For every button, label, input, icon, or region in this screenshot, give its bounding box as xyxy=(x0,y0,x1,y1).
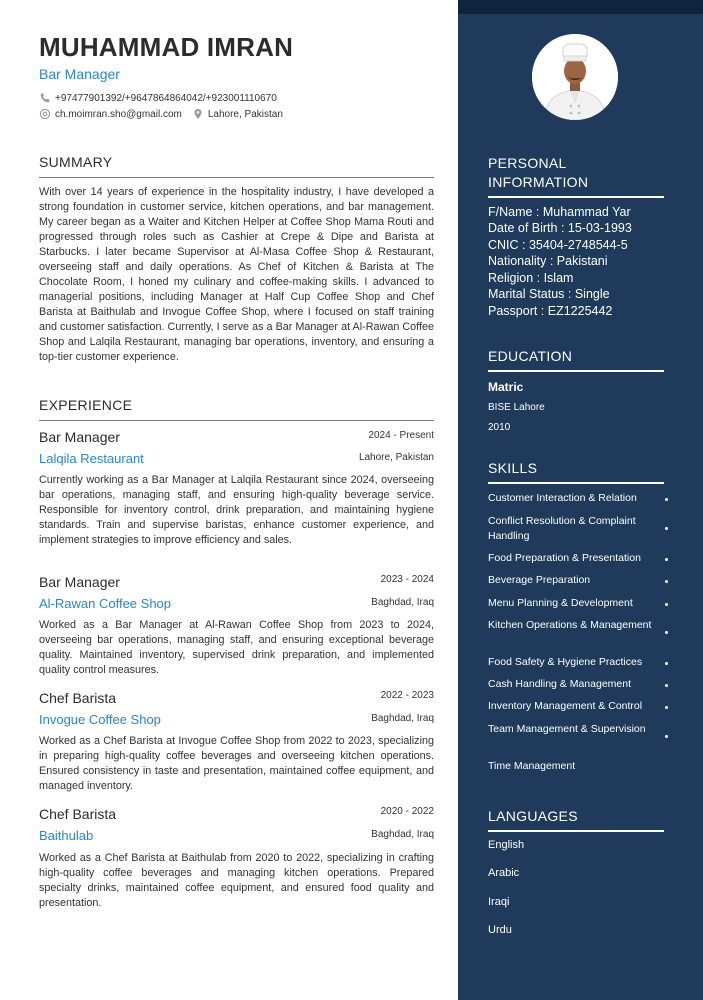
skill-bullet xyxy=(665,735,668,738)
candidate-role: Bar Manager xyxy=(39,66,120,82)
job-company: Invogue Coffee Shop xyxy=(39,712,161,727)
education-heading: EDUCATION xyxy=(488,348,573,364)
candidate-name: MUHAMMAD IMRAN xyxy=(39,32,294,62)
location-pin-icon xyxy=(192,108,204,120)
languages-divider xyxy=(488,830,664,832)
skill-item: Team Management & Supervision xyxy=(488,723,646,735)
personal-info-line: Marital Status : Single xyxy=(488,287,610,301)
phone-icon xyxy=(39,92,51,104)
chef-avatar-icon xyxy=(532,34,618,120)
summary-divider xyxy=(39,177,434,178)
job-date: 2022 - 2023 xyxy=(380,690,434,701)
personal-info-line: Religion : Islam xyxy=(488,271,574,285)
job-company: Baithulab xyxy=(39,828,94,843)
at-icon xyxy=(39,108,51,120)
job-description: Currently working as a Bar Manager at Lalqila Restaurant since 2024, overseeing bar operations, managing staff, and ensuring high-quality beverage service. Responsible for inventory control, drink preparation, and maintaining hygiene standards. Train and supervise baristas, enhance customer experience, and implement strategies to improve efficiency and sales. xyxy=(39,474,434,546)
education-degree: Matric xyxy=(488,380,524,394)
job-description: Worked as a Bar Manager at Al-Rawan Coffee Shop from 2023 to 2024, overseeing bar operations, managing staff, and ensuring exceptional beverage quality. Maintained inventory, supervised drink preparation, and implemented quality control measures. xyxy=(39,619,434,676)
location-text: Lahore, Pakistan xyxy=(207,108,283,120)
skill-item: Food Preparation & Presentation xyxy=(488,552,641,564)
profile-photo xyxy=(532,34,618,120)
job-company: Lalqila Restaurant xyxy=(39,451,144,466)
job-title: Chef Barista xyxy=(39,806,117,822)
skill-item: Menu Planning & Development xyxy=(488,597,633,609)
skill-bullet xyxy=(665,603,668,606)
skill-item: Customer Interaction & Relation xyxy=(488,492,637,504)
experience-heading: EXPERIENCE xyxy=(39,397,133,413)
job-location: Lahore, Pakistan xyxy=(358,452,434,463)
personal-info-heading-line2: INFORMATION xyxy=(488,174,589,190)
job-description: Worked as a Chef Barista at Invogue Coffee Shop from 2022 to 2023, specializing in preparing high-quality coffee beverages and overseeing kitchen operations. Ensured consistency in taste and presentation, maintained coffee equipment, and managed inventory. xyxy=(39,735,434,792)
job-date: 2020 - 2022 xyxy=(380,806,434,817)
skill-bullet xyxy=(665,662,668,665)
skill-bullet xyxy=(665,706,668,709)
personal-info-line: CNIC : 35404-2748544-5 xyxy=(488,238,628,252)
job-title: Bar Manager xyxy=(39,429,120,445)
skill-bullet xyxy=(665,498,668,501)
email-location-line xyxy=(39,108,283,120)
language-item: Urdu xyxy=(488,924,512,936)
skill-item: Food Safety & Hygiene Practices xyxy=(488,656,643,668)
skill-item: Conflict Resolution & Complaint Handling xyxy=(488,515,636,542)
job-date: 2023 - 2024 xyxy=(380,574,434,585)
phone-numbers: +97477901392/+9647864864042/+923001110670 xyxy=(55,92,277,104)
skill-item: Cash Handling & Management xyxy=(488,678,632,690)
education-divider xyxy=(488,370,664,372)
job-title: Bar Manager xyxy=(39,574,120,590)
phone-line xyxy=(39,92,277,104)
personal-info-divider xyxy=(488,196,664,198)
languages-heading: LANGUAGES xyxy=(488,808,578,824)
skill-item: Beverage Preparation xyxy=(488,574,591,586)
skill-bullet xyxy=(665,527,668,530)
skill-item: Kitchen Operations & Management xyxy=(488,619,652,631)
job-company: Al-Rawan Coffee Shop xyxy=(39,596,172,611)
education-board: BISE Lahore xyxy=(488,402,545,413)
email-address: ch.moimran.sho@gmail.com xyxy=(55,108,182,120)
education-year: 2010 xyxy=(488,422,511,433)
skills-divider xyxy=(488,482,664,484)
language-item: Arabic xyxy=(488,867,520,879)
skill-bullet xyxy=(665,631,668,634)
skill-item: Inventory Management & Control xyxy=(488,700,643,712)
job-location: Baghdad, Iraq xyxy=(371,597,434,608)
skill-bullet xyxy=(665,558,668,561)
job-location: Baghdad, Iraq xyxy=(371,829,434,840)
job-location: Baghdad, Iraq xyxy=(371,713,434,724)
skills-heading: SKILLS xyxy=(488,460,538,476)
personal-info-line: Nationality : Pakistani xyxy=(488,254,608,268)
language-item: Iraqi xyxy=(488,896,510,908)
skill-item: Time Management xyxy=(488,760,576,772)
skill-bullet xyxy=(665,580,668,583)
experience-divider xyxy=(39,420,434,421)
personal-info-line: F/Name : Muhammad Yar xyxy=(488,205,631,219)
personal-info-heading xyxy=(488,154,588,192)
sidebar-top-bar xyxy=(458,0,703,14)
job-title: Chef Barista xyxy=(39,690,117,706)
personal-info-line: Passport : EZ1225442 xyxy=(488,304,613,318)
language-item: English xyxy=(488,839,525,851)
skill-bullet xyxy=(665,684,668,687)
job-date: 2024 - Present xyxy=(368,430,434,441)
job-description: Worked as a Chef Barista at Baithulab from 2020 to 2022, specializing in crafting high-quality coffee beverages and managing kitchen operations. Prepared specialty drinks, maintained coffee equipment, and ensured food quality and presentation. xyxy=(39,852,434,909)
sidebar xyxy=(458,0,703,1000)
personal-info-line: Date of Birth : 15-03-1993 xyxy=(488,221,632,235)
summary-heading: SUMMARY xyxy=(39,154,113,170)
personal-info-heading-line1: PERSONAL xyxy=(488,155,567,171)
summary-text: With over 14 years of experience in the hospitality industry, I have developed a strong foundation in customer service, kitchen operations, and bar management. My career began as a Waiter and Kitchen Helper at Coffee Shop Mama Routi and progressed through roles such as Cashier at Crepe & Dipe and Barista at Starbucks. I later became Supervisor at Al-Masa Coffee Shop & Restaurant, overseeing staff and daily operations. As Chef of Kitchen & Barista at The Chocolate Room, I honed my culinary and coffee-making skills. I advanced to managerial positions, including Manager at Half Cup Coffee Shop and Chef Barista at Baithulab and Invogue Coffee Shop, where I focused on staff training and customer satisfaction. Currently, I serve as a Bar Manager at Al-Rawan Coffee Shop and Lalqila Restaurant, managing bar operations, inventory, and ensuring a top-tier customer experience. xyxy=(39,186,434,363)
